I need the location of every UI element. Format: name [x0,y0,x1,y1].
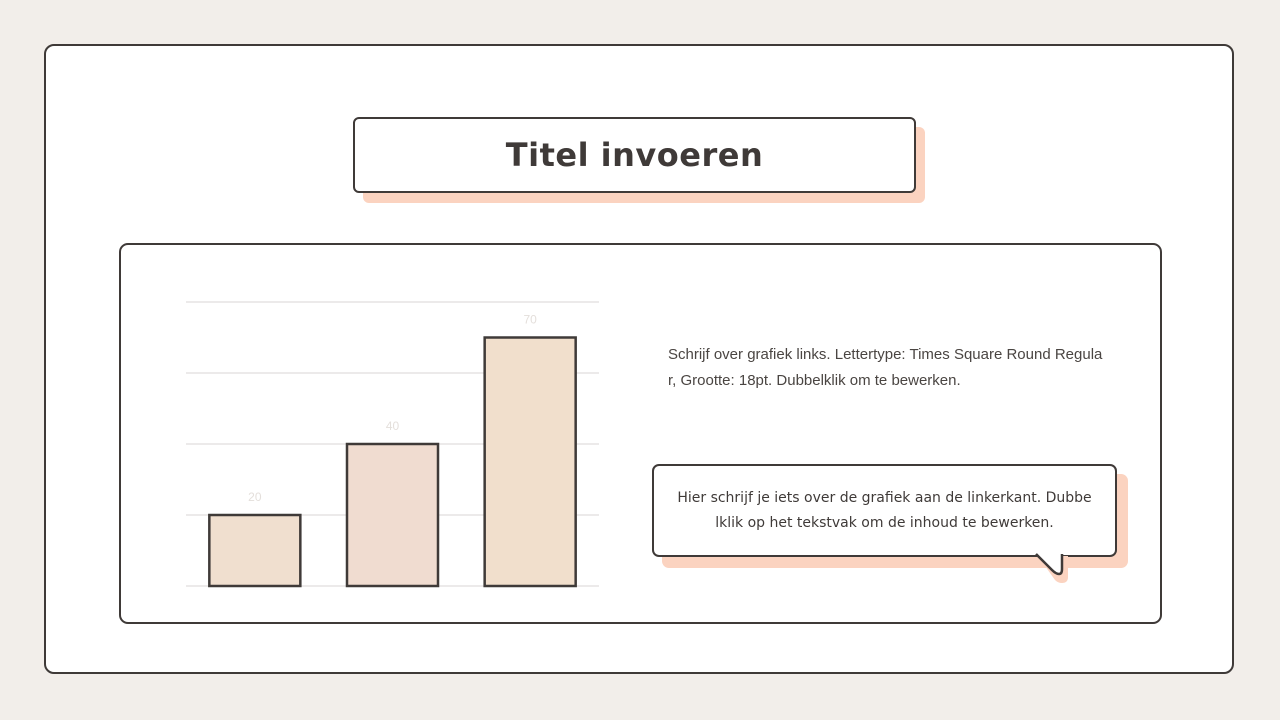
page-title[interactable]: Titel invoeren [505,136,764,174]
bar-1[interactable] [209,515,300,586]
callout-tail [1030,553,1076,589]
description-text[interactable]: Schrijf over grafiek links. Lettertype: Times Square Round Regular, Grootte: 18pt. Dubbelklik om te bewerken. [668,346,1103,389]
callout-box[interactable] [652,464,1117,557]
bar-chart [180,290,610,600]
data-label-2: 40 [385,419,400,433]
bar-3[interactable] [485,338,576,587]
bar-2[interactable] [347,444,438,586]
callout-text[interactable]: Hier schrijf je iets over de grafiek aan de linkerkant. Dubbelklik op het tekstvak om de inhoud te bewerken. [677,489,1092,531]
data-label-1: 20 [248,490,262,504]
title-box[interactable] [353,117,916,193]
data-label-3: 70 [523,312,537,327]
